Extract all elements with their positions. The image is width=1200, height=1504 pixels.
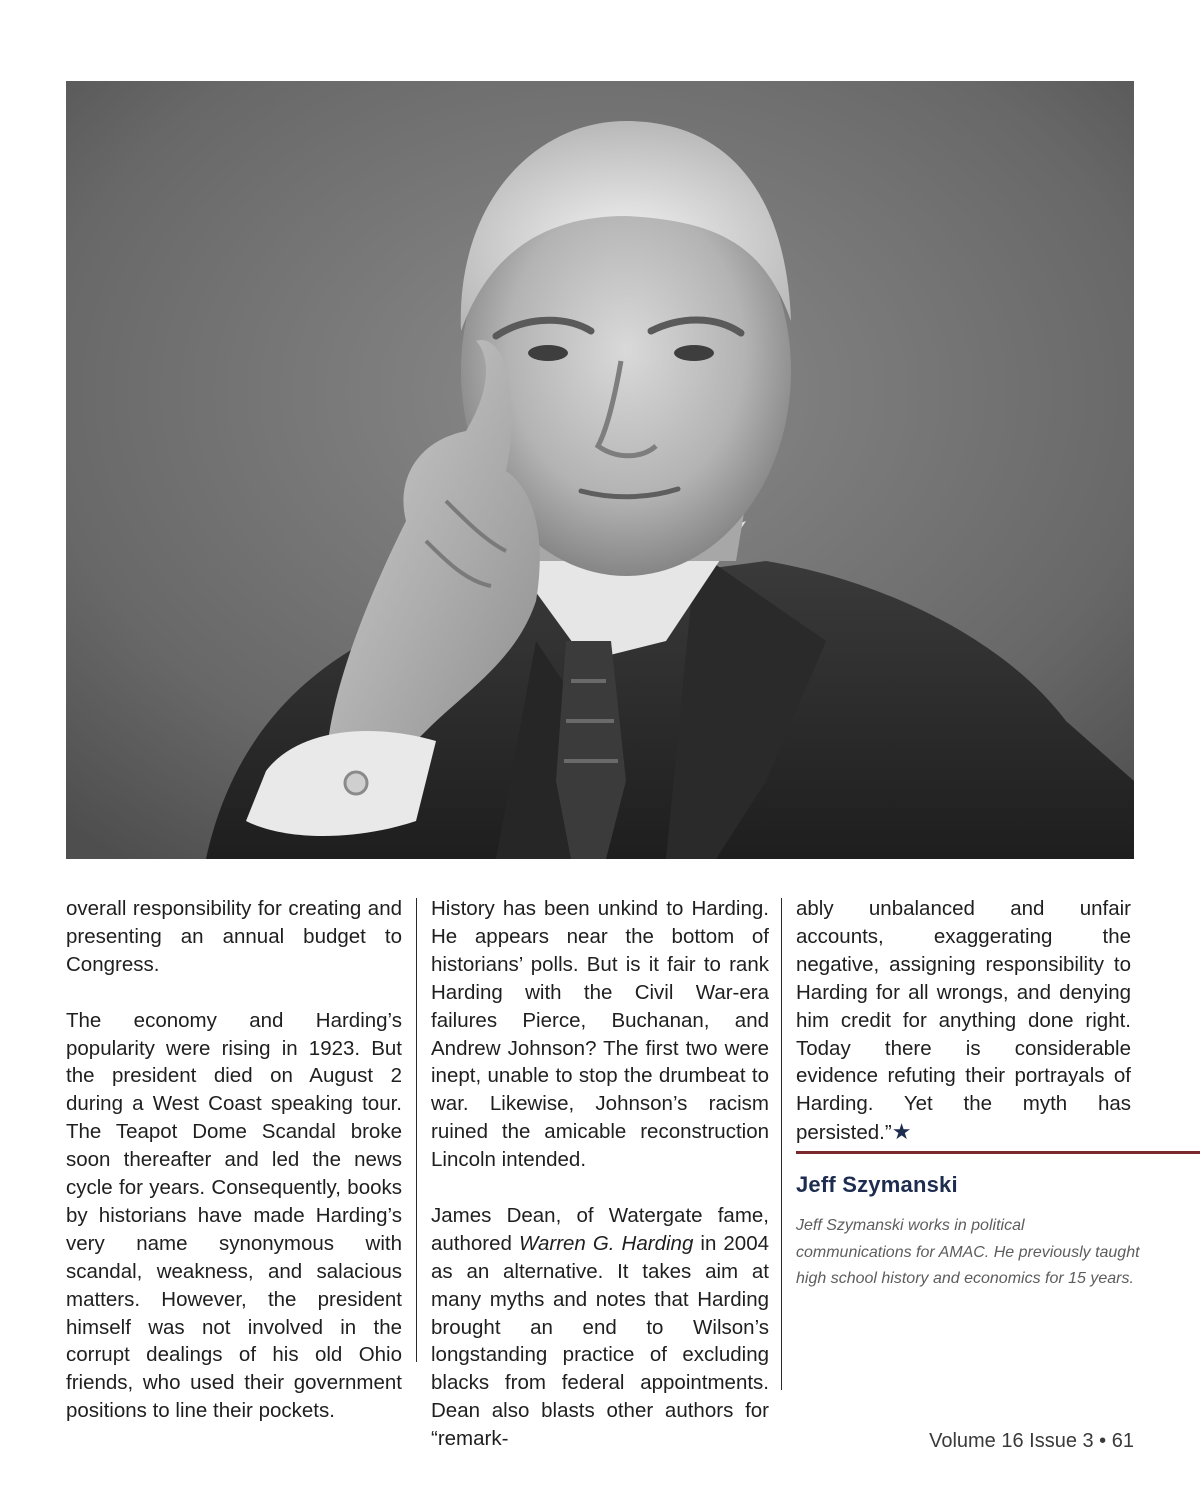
book-title: Warren G. Harding [518,1231,694,1255]
page-folio: Volume 16 Issue 3 • 61 [929,1430,1134,1452]
column-divider [781,898,782,1390]
author-bio: Jeff Szymanski works in political communications for AMAC. He previously taught high school history and economics for 15 years. [796,1217,1140,1287]
paragraph: History has been unkind to Harding. He appears near the bottom of historians’ polls. But is it fair to rank Harding with the Civil War-era failures Pierce, Buchanan, and Andrew Johnson? The first two were inept, unable to stop the drumbeat to war. Likewise, Johnson’s racism ruined the amicable reconstruction Lincoln intended. [431,897,769,1172]
paragraph [431,1202,769,1453]
paragraph [796,895,1131,1147]
paragraph-text: ably unbalanced and unfair accounts, exaggerating the negative, assigning responsibility to Harding for all wrongs, and denying him credit for anything done right. Today there is considerable evidence refuting their portrayals of Harding. Yet the myth has persisted.” [796,897,1131,1145]
text-column-1 [66,895,402,1425]
paragraph: overall responsibility for creating and presenting an annual budget to Congress. [66,897,402,976]
star-icon: ★ [891,1119,912,1145]
paragraph-text: in 2004 as an alternative. It takes aim at many myths and notes that Harding brought an end to Wilson’s longstanding practice of excluding blacks from federal appointments. Dean also blasts other authors for “remark- [431,1231,769,1451]
author-divider [796,1151,1200,1154]
paragraph-text: James Dean, of Watergate fame, authored [431,1203,769,1255]
text-column-3 [796,895,1131,1147]
column-divider [416,898,417,1362]
paragraph: The economy and Harding’s popularity were rising in 1923. But the president died on August 2 during a West Coast speaking tour. The Teapot Dome Scandal broke soon thereafter and led the news cycle for years. Consequently, books by historians have made Harding’s very name synonymous with scandal, weakness, and salacious matters. However, the president himself was not involved in the corrupt dealings of his old Ohio friends, who used their government positions to line their pockets. [66,1008,402,1423]
portrait-photo [66,81,1134,859]
text-column-2 [431,895,769,1453]
author-name: Jeff Szymanski [796,1172,958,1197]
